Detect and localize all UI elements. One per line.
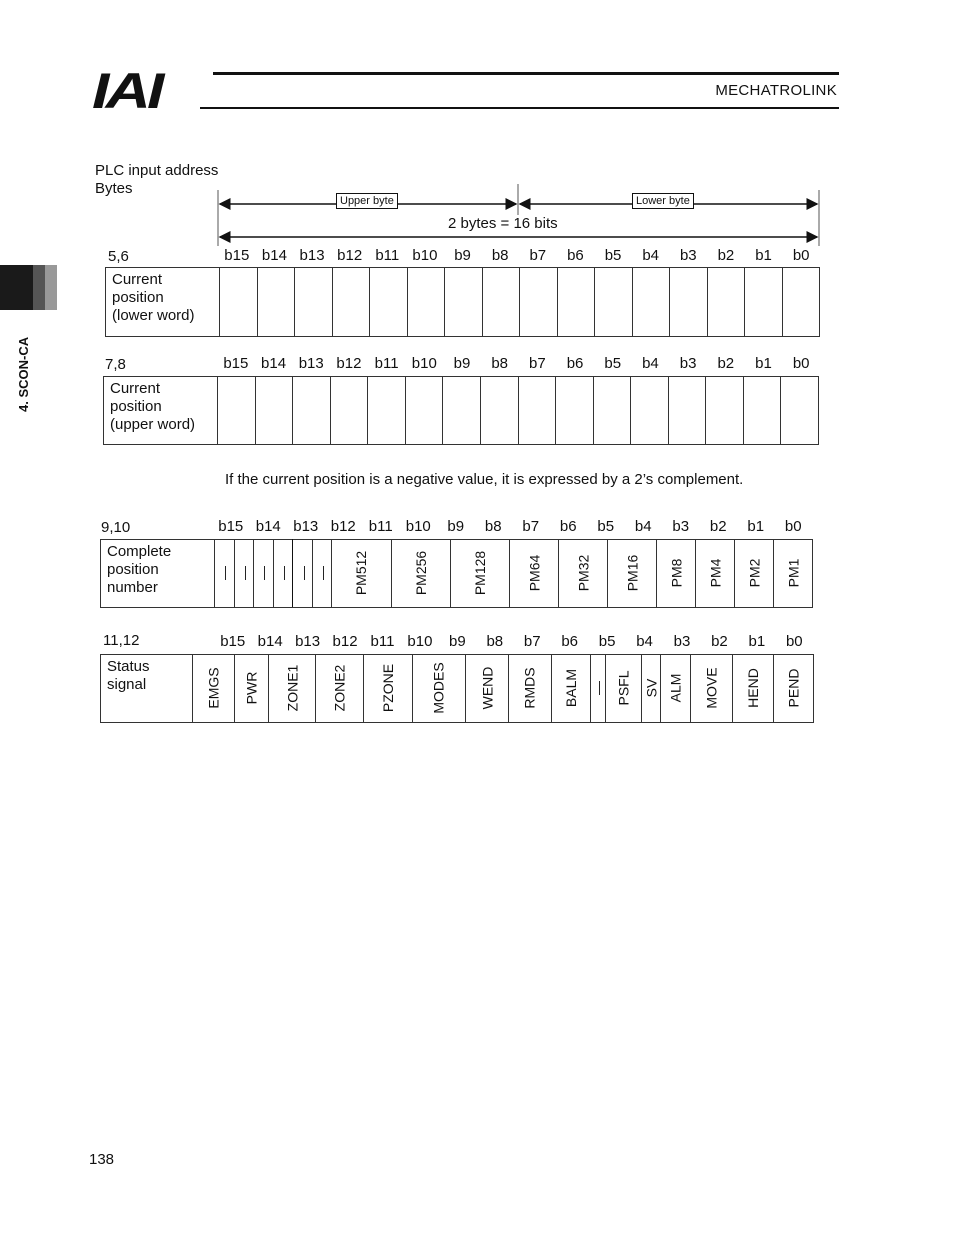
- bit-header-b4: b4: [636, 633, 653, 650]
- bit-header-b11: b11: [368, 518, 393, 535]
- signal-name: PM16: [624, 554, 641, 591]
- bit-header-b2: b2: [717, 247, 735, 264]
- bit-cell-b1: [735, 540, 774, 608]
- bit-cell-b11: [370, 268, 408, 337]
- register-address: 9,10: [101, 519, 131, 536]
- bit-header-b7: b7: [529, 247, 547, 264]
- bit-cell-b4: [631, 377, 669, 445]
- register-address: 5,6: [108, 248, 129, 265]
- reserved-dash: —: [235, 565, 252, 580]
- bit-cell-b8: [480, 377, 518, 445]
- bit-cell-b2: [691, 655, 733, 723]
- bit-header-b13: b13: [293, 518, 319, 535]
- bit-header-b6: b6: [567, 247, 584, 264]
- bit-header-b12: b12: [336, 355, 362, 372]
- signal-name: PM128: [472, 550, 489, 595]
- register-table-current-position-upper: [103, 376, 819, 445]
- register-table-complete-position-number: [100, 539, 813, 608]
- bit-cell-b6: [510, 540, 559, 608]
- register-label-line: Current: [110, 380, 161, 397]
- signal-name: ZONE1: [283, 664, 300, 711]
- bit-cell-b6: [590, 655, 605, 723]
- register-label-line: Status signal: [107, 658, 150, 693]
- bit-header-b15: b15: [220, 633, 246, 650]
- reserved-dash: —: [314, 565, 331, 580]
- register-label-line: position: [107, 561, 159, 578]
- chapter-tab-shade-light: [45, 265, 57, 310]
- bit-cell-b0: [781, 377, 819, 445]
- signal-name: ALM: [667, 673, 684, 702]
- register-table-current-position-lower: [105, 267, 820, 337]
- bit-header-b8: b8: [486, 633, 504, 650]
- bit-cell-b7: [450, 540, 509, 608]
- bit-header-b5: b5: [604, 247, 622, 264]
- lower-byte-label: Lower byte: [632, 193, 694, 209]
- bit-header-b9: b9: [453, 355, 471, 372]
- signal-name: PM32: [575, 554, 592, 591]
- signal-name: PEND: [785, 668, 802, 707]
- bit-cell-b15: [220, 268, 258, 337]
- bit-cell-b3: [670, 268, 708, 337]
- bit-header-row: [212, 518, 812, 535]
- bit-header-b5: b5: [604, 355, 622, 372]
- bit-cell-b12: [316, 655, 364, 723]
- bit-header-b10: b10: [411, 355, 437, 372]
- bit-header-b3: b3: [679, 247, 697, 264]
- bit-cell-b10: [407, 268, 445, 337]
- bit-cell-b5: [559, 540, 608, 608]
- register-label: [104, 377, 218, 445]
- bit-header-b8: b8: [491, 247, 509, 264]
- bit-cell-b12: [273, 540, 293, 608]
- bit-cell-b12: [330, 377, 368, 445]
- bit-header-b7: b7: [529, 355, 546, 372]
- bit-cell-b4: [608, 540, 657, 608]
- bit-header-b2: b2: [717, 355, 735, 372]
- bit-header-b12: b12: [332, 633, 358, 650]
- bit-cell-b0: [782, 268, 820, 337]
- reserved-dash: —: [255, 565, 272, 580]
- bit-header-b12: b12: [337, 247, 363, 264]
- bit-cell-b13: [268, 655, 316, 723]
- bit-cell-b9: [465, 655, 509, 723]
- upper-byte-label: Upper byte: [336, 193, 398, 209]
- signal-name: HEND: [745, 667, 762, 708]
- bit-cell-b11: [363, 655, 412, 723]
- bit-header-b14: b14: [255, 518, 281, 535]
- reserved-dash: —: [294, 565, 311, 580]
- bit-header-b1: b1: [755, 355, 772, 372]
- bit-header-b3: b3: [679, 355, 697, 372]
- bit-header-b10: b10: [405, 518, 431, 535]
- bit-header-row: [218, 247, 820, 264]
- bit-cell-b3: [657, 540, 696, 608]
- bit-header-b14: b14: [257, 633, 283, 650]
- bit-header-b0: b0: [784, 518, 802, 535]
- signal-name: PM64: [526, 554, 543, 591]
- bit-cell-b11: [293, 540, 313, 608]
- bit-cell-b2: [706, 377, 744, 445]
- bit-header-b10: b10: [407, 633, 433, 650]
- bit-header-b10: b10: [412, 247, 438, 264]
- register-label: [101, 655, 193, 723]
- signal-name: PM8: [668, 558, 685, 587]
- total-bits-label: 2 bytes = 16 bits: [448, 215, 558, 232]
- plc-address-label: PLC input address: [95, 162, 219, 179]
- bit-header-b9: b9: [447, 518, 465, 535]
- bit-header-b13: b13: [298, 355, 324, 372]
- reserved-dash: —: [589, 680, 606, 695]
- bit-cell-b11: [368, 377, 406, 445]
- bit-header-b6: b6: [566, 355, 584, 372]
- signal-name: PSFL: [615, 669, 632, 706]
- signal-name: PM4: [707, 558, 724, 587]
- bit-header-b13: b13: [295, 633, 321, 650]
- bit-cell-b1: [733, 655, 774, 723]
- bit-cell-b13: [254, 540, 274, 608]
- bit-header-b1: b1: [748, 633, 766, 650]
- signal-name: ZONE2: [331, 664, 348, 711]
- bit-cell-b9: [445, 268, 483, 337]
- bit-header-b11: b11: [370, 633, 395, 650]
- register-label-line: position: [110, 398, 162, 415]
- bit-cell-b15: [218, 377, 256, 445]
- register-label: [101, 540, 215, 608]
- bit-header-b15: b15: [223, 355, 249, 372]
- bit-cell-b5: [605, 655, 641, 723]
- bit-header-b4: b4: [634, 518, 652, 535]
- iai-logo: IAI: [92, 63, 161, 119]
- bit-cell-b14: [234, 655, 268, 723]
- signal-name: EMGS: [205, 666, 222, 709]
- bit-cell-b0: [773, 540, 812, 608]
- bit-cell-b10: [413, 655, 465, 723]
- page-number: 138: [89, 1151, 115, 1168]
- bit-header-b15: b15: [218, 518, 244, 535]
- signal-name: PZONE: [380, 663, 397, 712]
- bit-cell-b5: [595, 268, 633, 337]
- bytes-label: Bytes: [95, 180, 133, 197]
- table-row: [106, 268, 820, 337]
- register-label-line: position: [112, 289, 164, 306]
- register-table-status-signal: [100, 654, 814, 723]
- table-row: [101, 540, 813, 608]
- bit-cell-b4: [632, 268, 670, 337]
- bit-header-b2: b2: [709, 518, 727, 535]
- bit-cell-b12: [332, 268, 370, 337]
- reserved-dash: —: [275, 565, 292, 580]
- bit-header-b15: b15: [224, 247, 250, 264]
- bit-cell-b2: [696, 540, 735, 608]
- bit-header-b9: b9: [454, 247, 471, 264]
- bit-header-b5: b5: [597, 518, 615, 535]
- bit-cell-b14: [234, 540, 254, 608]
- bit-header-b11: b11: [375, 247, 400, 264]
- bit-header-b2: b2: [711, 633, 728, 650]
- bit-cell-b7: [551, 655, 590, 723]
- bit-header-b14: b14: [261, 355, 287, 372]
- bit-header-b8: b8: [484, 518, 502, 535]
- bit-header-b1: b1: [747, 518, 765, 535]
- twos-complement-note: If the current position is a negative value, it is expressed by a 2’s complement.: [225, 471, 744, 488]
- bit-header-b8: b8: [491, 355, 508, 372]
- bit-cell-b7: [518, 377, 556, 445]
- bit-cell-b1: [743, 377, 781, 445]
- bit-header-b4: b4: [642, 247, 660, 264]
- bit-header-b5: b5: [598, 633, 616, 650]
- bit-cell-b3: [661, 655, 691, 723]
- bit-cell-b6: [556, 377, 594, 445]
- bit-header-b7: b7: [523, 633, 541, 650]
- bit-cell-b13: [295, 268, 333, 337]
- bit-cell-b2: [707, 268, 745, 337]
- bit-header-b11: b11: [374, 355, 399, 372]
- register-label-line: (upper word): [110, 416, 196, 433]
- chapter-label: 4. SCON-CA: [16, 336, 31, 412]
- bit-header-row: [217, 355, 820, 372]
- register-address: 11,12: [103, 632, 140, 649]
- header-rule-bottom: [200, 107, 839, 109]
- bit-header-b3: b3: [673, 633, 691, 650]
- bit-cell-b10: [312, 540, 332, 608]
- bit-cell-b8: [482, 268, 520, 337]
- chapter-tab-shade: [33, 265, 45, 310]
- bit-header-b6: b6: [561, 633, 578, 650]
- bit-header-row: [214, 633, 813, 650]
- table-row: [104, 377, 819, 445]
- bit-cell-b9: [332, 540, 391, 608]
- bit-cell-b7: [520, 268, 558, 337]
- reserved-dash: —: [216, 565, 233, 580]
- register-address: 7,8: [105, 356, 126, 373]
- bit-cell-b10: [405, 377, 443, 445]
- signal-name: BALM: [562, 668, 579, 707]
- bit-header-b12: b12: [330, 518, 356, 535]
- bit-header-b3: b3: [672, 518, 690, 535]
- register-label-line: Complete: [107, 543, 172, 560]
- signal-name: PWR: [243, 671, 260, 704]
- header-rule-top: [213, 72, 839, 75]
- bit-header-b4: b4: [642, 355, 659, 372]
- bit-cell-b6: [557, 268, 595, 337]
- signal-name: RMDS: [521, 666, 538, 709]
- bit-cell-b8: [391, 540, 450, 608]
- register-label-line: Current: [112, 271, 163, 288]
- bit-cell-b15: [192, 655, 234, 723]
- signal-name: PM1: [784, 558, 801, 587]
- signal-name: MOVE: [703, 666, 720, 709]
- bit-cell-b1: [745, 268, 783, 337]
- bit-cell-b0: [774, 655, 814, 723]
- signal-name: SV: [643, 678, 660, 697]
- bit-cell-b9: [443, 377, 481, 445]
- bit-header-b6: b6: [559, 518, 577, 535]
- signal-name: PM256: [412, 550, 429, 595]
- bit-header-b13: b13: [299, 247, 325, 264]
- header-title: MECHATROLINK: [715, 82, 837, 99]
- bit-cell-b8: [509, 655, 551, 723]
- signal-name: WEND: [478, 666, 495, 709]
- bit-cell-b5: [593, 377, 631, 445]
- bit-cell-b3: [668, 377, 706, 445]
- bit-header-b0: b0: [785, 633, 803, 650]
- signal-name: PM512: [353, 550, 370, 595]
- bit-header-b0: b0: [792, 247, 810, 264]
- bit-header-b9: b9: [449, 633, 466, 650]
- bit-cell-b4: [641, 655, 661, 723]
- register-label: [106, 268, 220, 337]
- signal-name: MODES: [430, 661, 447, 714]
- bit-header-b7: b7: [522, 518, 540, 535]
- bit-header-b14: b14: [261, 247, 287, 264]
- bit-cell-b13: [293, 377, 331, 445]
- signal-name: PM2: [746, 558, 763, 587]
- bit-cell-b15: [215, 540, 235, 608]
- bit-header-b1: b1: [755, 247, 772, 264]
- bit-cell-b14: [255, 377, 293, 445]
- register-label-line: number: [107, 579, 158, 596]
- table-row: [101, 655, 814, 723]
- bit-header-b0: b0: [792, 355, 810, 372]
- register-label-line: (lower word): [112, 307, 195, 324]
- bit-cell-b14: [257, 268, 295, 337]
